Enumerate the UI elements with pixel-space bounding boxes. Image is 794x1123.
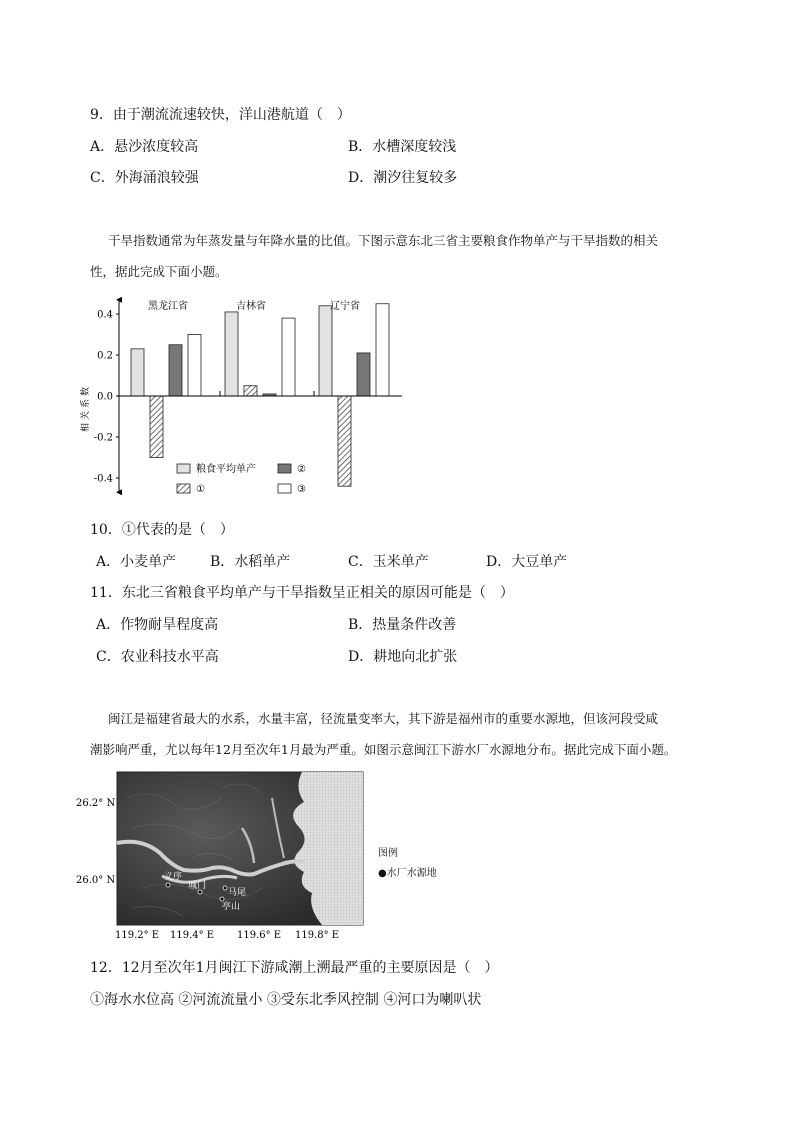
question-9-option-c: C．外海涌浪较强 <box>90 170 199 186</box>
legend-swatch <box>278 464 291 473</box>
y-tick-label: 0.4 <box>97 309 113 321</box>
place-label-tingshan: 亭山 <box>222 902 241 912</box>
legend-swatch <box>278 484 291 493</box>
water-source-marker <box>220 897 224 901</box>
intro-2-line-2: 潮影响严重，尤以每年12月至次年1月最为严重。如图示意闽江下游水厂水源地分布。据此完成下面小题。 <box>90 742 677 757</box>
question-11-option-a: A．作物耐旱程度高 <box>96 617 219 633</box>
question-10-option-c: C．玉米单产 <box>348 554 429 570</box>
legend-swatch <box>177 464 190 473</box>
bar <box>169 345 182 396</box>
water-source-marker <box>166 883 170 887</box>
question-11-stem: 11．东北三省粮食平均单产与干旱指数呈正相关的原因可能是（ ） <box>90 585 514 601</box>
bar <box>319 306 332 396</box>
bar <box>357 353 370 396</box>
y-tick-label: 0.0 <box>97 391 113 403</box>
question-12-stem: 12．12月至次年1月闽江下游咸潮上溯最严重的主要原因是（ ） <box>90 960 499 976</box>
category-label: 辽宁省 <box>330 301 360 312</box>
lat-label-26-0: 26.0° N <box>76 875 116 886</box>
bar <box>282 318 295 396</box>
category-label: 黑龙江省 <box>148 301 188 312</box>
place-label-mawei: 马尾 <box>228 888 247 898</box>
bar <box>338 396 351 486</box>
question-9-option-b: B．水槽深度较浅 <box>348 139 457 155</box>
question-11-option-d: D．耕地向北扩张 <box>348 649 458 665</box>
lat-label-26-2: 26.2° N <box>76 798 116 809</box>
bar <box>188 335 201 397</box>
correlation-bar-chart <box>80 290 420 515</box>
y-tick-label: -0.4 <box>93 473 113 485</box>
bar <box>131 349 144 396</box>
map-legend-item-label: 水厂水源地 <box>386 868 437 879</box>
legend-label: ③ <box>297 484 306 495</box>
lon-label-119-6: 119.6° E <box>237 930 282 941</box>
y-axis-label: 相关系数 <box>81 383 91 433</box>
y-tick-label: 0.2 <box>97 350 113 362</box>
question-11-option-b: B．热量条件改善 <box>348 617 457 633</box>
water-source-marker <box>223 886 227 890</box>
question-9-option-a: A．悬沙浓度较高 <box>90 139 199 155</box>
question-10-stem: 10．①代表的是（ ） <box>90 522 234 538</box>
legend-label: ② <box>297 464 306 475</box>
min-river-map <box>72 768 372 943</box>
lon-label-119-8: 119.8° E <box>295 930 340 941</box>
bar <box>376 304 389 396</box>
intro-1-line-1: 干旱指数通常为年蒸发量与年降水量的比值。下图示意东北三省主要粮食作物单产与干旱指数的相关 <box>108 233 659 248</box>
y-tick-label: -0.2 <box>93 432 113 444</box>
bar <box>244 386 257 396</box>
legend-swatch <box>177 484 190 493</box>
place-label-chengmen: 城门 <box>188 881 207 891</box>
water-source-legend-icon: ● <box>378 868 387 879</box>
bar <box>150 396 163 458</box>
question-10-option-a: A．小麦单产 <box>96 554 177 570</box>
intro-1-line-2: 性，据此完成下面小题。 <box>90 264 228 279</box>
bar <box>225 312 238 396</box>
lon-label-119-4: 119.4° E <box>170 930 215 941</box>
question-9-option-d: D．潮汐往复较多 <box>348 170 458 186</box>
question-12-items: ①海水水位高 ②河流流量小 ③受东北季风控制 ④河口为喇叭状 <box>90 992 482 1008</box>
intro-2-line-1: 闽江是福建省最大的水系，水量丰富，径流量变率大，其下游是福州市的重要水源地，但该河段受咸 <box>108 711 659 726</box>
legend-label: 粮食平均单产 <box>196 464 256 475</box>
lon-label-119-2: 119.2° E <box>115 930 160 941</box>
map-legend-item <box>378 864 437 879</box>
question-11-option-c: C．农业科技水平高 <box>96 649 219 665</box>
map-legend-title: 图例 <box>378 848 398 859</box>
question-10-option-b: B．水稻单产 <box>210 554 291 570</box>
place-label-yixu: 义序 <box>164 872 183 882</box>
question-10-option-d: D．大豆单产 <box>486 554 568 570</box>
question-9-stem: 9．由于潮流流速较快，洋山港航道（ ） <box>90 107 351 123</box>
category-label: 吉林省 <box>236 301 266 312</box>
legend-label: ① <box>196 484 205 495</box>
